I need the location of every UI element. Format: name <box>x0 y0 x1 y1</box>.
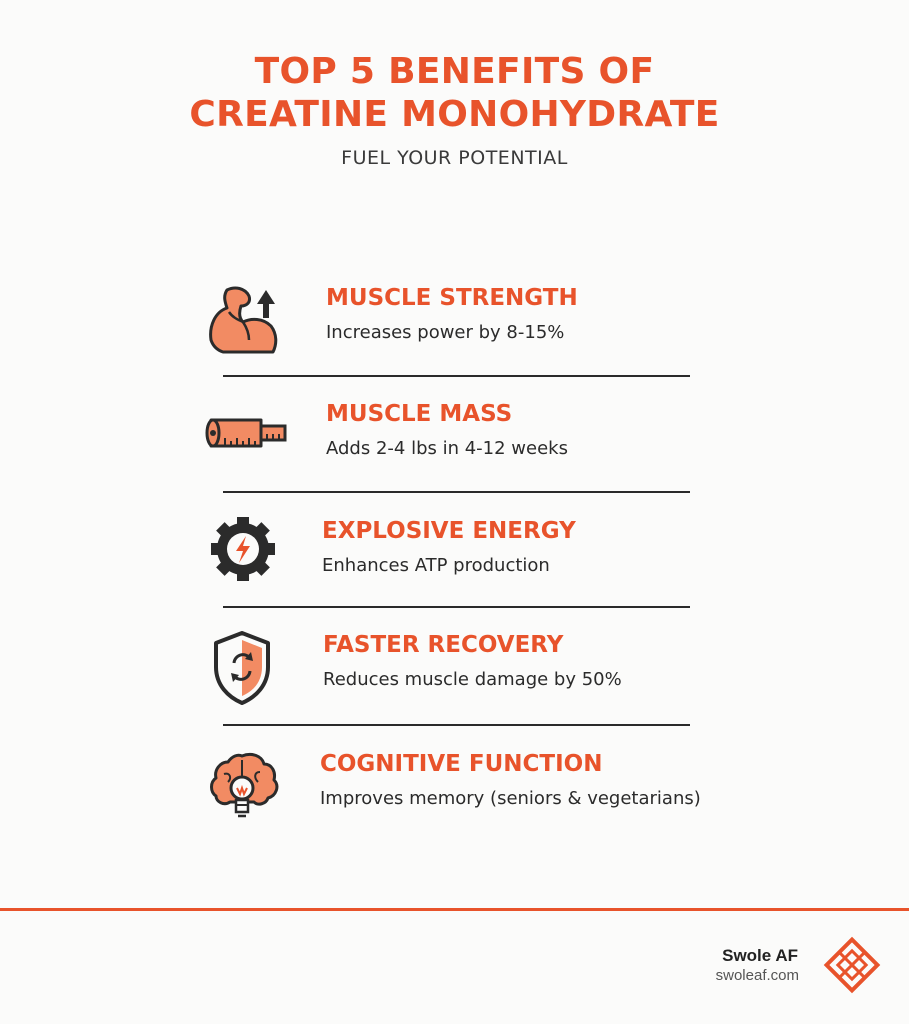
benefit-title: MUSCLE MASS <box>326 401 513 427</box>
benefit-muscle-mass <box>200 398 720 488</box>
benefit-text <box>326 284 578 344</box>
benefit-title: EXPLOSIVE ENERGY <box>322 518 576 544</box>
page-subtitle: FUEL YOUR POTENTIAL <box>341 147 568 169</box>
benefit-description: Enhances ATP production <box>322 555 550 576</box>
title-line-2: CREATINE MONOHYDRATE <box>189 94 720 135</box>
benefit-description: Adds 2-4 lbs in 4-12 weeks <box>326 438 568 459</box>
benefit-text <box>323 631 622 691</box>
benefit-text <box>320 750 701 810</box>
divider <box>223 375 690 377</box>
title-line-1: TOP 5 BENEFITS OF <box>254 51 655 92</box>
benefit-description: Improves memory (seniors & vegetarians) <box>320 788 701 809</box>
benefit-explosive-energy <box>200 515 720 605</box>
benefit-text <box>326 400 568 460</box>
benefit-text <box>322 517 576 577</box>
divider <box>223 724 690 726</box>
benefit-cognitive-function <box>200 748 720 838</box>
footer-divider <box>0 908 909 911</box>
benefit-faster-recovery <box>200 629 720 719</box>
divider <box>223 491 690 493</box>
benefit-title: MUSCLE STRENGTH <box>326 285 578 311</box>
shield-refresh-icon <box>208 629 288 709</box>
gear-lightning-icon <box>205 515 285 595</box>
benefit-description: Increases power by 8-15% <box>326 322 565 343</box>
flexed-arm-icon <box>205 282 285 362</box>
divider <box>223 606 690 608</box>
brand-logo-icon <box>822 935 882 995</box>
page-title <box>0 50 909 136</box>
brain-lightbulb-icon <box>208 748 288 828</box>
brand-name: Swole AF <box>722 946 798 965</box>
benefit-title: COGNITIVE FUNCTION <box>320 751 603 777</box>
brand-url: swoleaf.com <box>715 967 799 984</box>
benefit-description: Reduces muscle damage by 50% <box>323 669 622 690</box>
measuring-tape-icon <box>205 398 285 478</box>
benefit-title: FASTER RECOVERY <box>323 632 564 658</box>
benefit-muscle-strength <box>200 282 720 372</box>
